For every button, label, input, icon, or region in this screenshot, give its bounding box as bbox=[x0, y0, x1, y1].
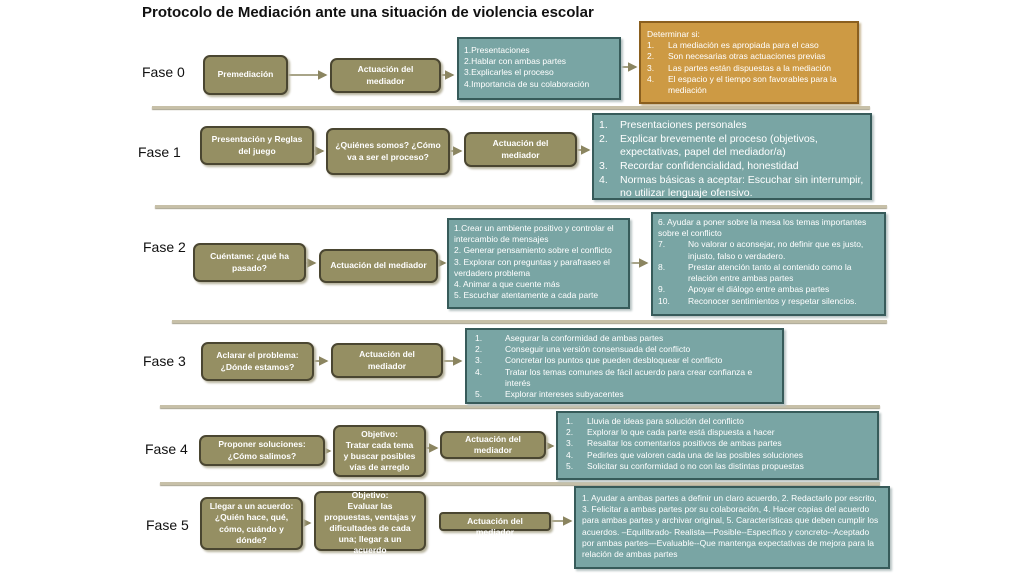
step-box-objetivo bbox=[314, 490, 426, 556]
box-line: mediador bbox=[366, 75, 405, 86]
item-text: Explorar lo que cada parte está dispuesta a hacer bbox=[587, 427, 775, 438]
box-line: ¿Quién hace, qué, bbox=[214, 512, 289, 523]
item-number: 10. bbox=[658, 295, 670, 306]
box-line: Aclarar el problema: bbox=[216, 350, 299, 361]
box-line: una; llegar a un bbox=[338, 534, 402, 545]
item-text: Normas básicas a aceptar: Escuchar sin interrumpir, no utilizar lenguaje ofensivo. bbox=[620, 173, 864, 200]
item-text: Tratar los temas comunes de fácil acuerdo para crear confianza e interés bbox=[505, 366, 753, 388]
item-text: Explorar intereses subyacentes bbox=[505, 389, 624, 400]
phase-label: Fase 0 bbox=[142, 64, 185, 80]
item-text: Pedirles que valoren cada una de las posibles soluciones bbox=[587, 449, 803, 460]
box-line: ¿Quiénes somos? ¿Cómo bbox=[335, 140, 441, 151]
box-line: Objetivo: bbox=[351, 490, 389, 500]
detail-box bbox=[556, 411, 879, 480]
box-line: mediador bbox=[367, 360, 407, 371]
item-text: La mediación es apropiada para el caso bbox=[668, 40, 819, 51]
item-text: Son necesarias otras actuaciones previas bbox=[668, 51, 826, 62]
detail-line: 1.Crear un ambiente positivo y controlar el intercambio de mensajes bbox=[454, 223, 614, 245]
item-text: Apoyar el diálogo entre ambas partes bbox=[688, 284, 830, 295]
step-box-presentacion bbox=[200, 126, 314, 165]
item-text: Solicitar su conformidad o no con las distintas propuestas bbox=[587, 460, 804, 471]
box-line: vías de arreglo bbox=[349, 462, 410, 473]
box-line: dificultades de cada bbox=[329, 523, 411, 534]
phase-label: Fase 3 bbox=[143, 353, 186, 369]
item-number: 3. bbox=[647, 62, 655, 73]
item-text: Reconocer sentimientos y respetar silencios. bbox=[688, 295, 857, 306]
item-number: 3. bbox=[566, 438, 574, 449]
box-line: Actuación del bbox=[492, 138, 549, 149]
item-text: Asegurar la conformidad de ambas partes bbox=[505, 333, 664, 343]
item-number: 1. bbox=[475, 333, 483, 343]
page-title: Protocolo de Mediación ante una situación de violencia escolar bbox=[142, 4, 594, 21]
item-number: 5. bbox=[475, 389, 483, 400]
detail-line: 2. Generar pensamiento sobre el conflicto bbox=[454, 245, 612, 256]
item-number: 1. bbox=[647, 40, 655, 51]
item-text: Prestar atención tanto al contenido como la relación entre ambas partes bbox=[688, 261, 852, 284]
box-line: Llegar a un acuerdo: bbox=[209, 501, 294, 512]
step-box-aclarar bbox=[201, 342, 314, 381]
box-line: Objetivo: bbox=[361, 428, 398, 439]
item-text: Concretar los puntos que pueden desbloquear el conflicto bbox=[505, 355, 723, 366]
step-box-premediacion bbox=[203, 55, 288, 95]
box-line: Premediación bbox=[217, 69, 274, 80]
box-line: Actuación del bbox=[357, 64, 414, 75]
detail-box bbox=[574, 486, 890, 569]
item-text: No valorar o aconsejar, no definir que es justo, injusto, falso o verdadero. bbox=[688, 239, 864, 261]
box-line: Actuación del bbox=[359, 349, 415, 360]
box-line: Actuación del mediador bbox=[330, 260, 427, 271]
box-line: y buscar posibles bbox=[343, 451, 416, 461]
detail-box bbox=[457, 37, 621, 100]
step-box-actuacion bbox=[319, 249, 438, 283]
box-line: acuerdo bbox=[353, 545, 387, 556]
item-number: 4. bbox=[566, 449, 574, 460]
item-text: El espacio y el tiempo son favorables para la mediación bbox=[668, 73, 837, 96]
item-text: Conseguir una versión consensuada del conflicto bbox=[505, 344, 691, 355]
box-line: ¿Dónde estamos? bbox=[220, 361, 295, 372]
item-number: 3. bbox=[475, 355, 483, 366]
step-box-objetivo bbox=[333, 425, 426, 477]
box-line: Proponer soluciones: bbox=[218, 439, 306, 450]
box-line: ¿Cómo salimos? bbox=[227, 450, 297, 461]
item-number: 2. bbox=[566, 427, 574, 438]
step-box-actuacion bbox=[440, 431, 546, 459]
detail-line: 1. Ayudar a ambas partes a definir un claro acuerdo, 2. Redactarlo por escrito, 3. Felicitar a ambas partes por su colaboración, 4. Hacer copias del acuerdo para ambas partes y archivar original, 5. Características que deben cumplir los acuerdos. –Equilibrado- Realista—Posible--Específico y concreto--Aceptado por ambas partes—Evaluable--Que mantenga expectativas de mejora para la relación de ambas partes bbox=[582, 493, 879, 560]
detail-line: 5. Escuchar atentamente a cada parte bbox=[454, 290, 599, 301]
detail-line: 4.Importancia de su colaboración bbox=[464, 78, 590, 89]
detail-line: 3.Explicarles el proceso bbox=[464, 67, 554, 78]
box-line: del juego bbox=[238, 145, 276, 156]
item-number: 1. bbox=[599, 119, 608, 131]
box-line: va a ser el proceso? bbox=[347, 151, 429, 162]
detail-line: 2.Hablar con ambas partes bbox=[464, 56, 567, 67]
step-box-actuacion bbox=[464, 132, 577, 167]
determine-box bbox=[639, 21, 859, 104]
step-box-quienes-somos bbox=[326, 128, 450, 175]
detail-line: 1.Presentaciones bbox=[464, 45, 530, 55]
item-text: Recordar confidencialidad, honestidad bbox=[620, 159, 799, 172]
box-line: Actuación del bbox=[467, 516, 523, 526]
item-number: 4. bbox=[599, 173, 608, 186]
item-number: 5. bbox=[566, 460, 574, 471]
item-number: 4. bbox=[647, 73, 655, 84]
box-line: mediador bbox=[501, 149, 540, 160]
item-number: 7. bbox=[658, 239, 666, 250]
detail-line: 4. Animar a que cuente más bbox=[454, 279, 560, 290]
detail-line: 3. Explorar con preguntas y parafraseo el verdadero problema bbox=[454, 256, 610, 278]
item-number: 1. bbox=[566, 416, 574, 426]
box-line: Tratar cada tema bbox=[345, 439, 414, 450]
box-line: Cuéntame: ¿qué ha bbox=[210, 251, 289, 262]
box-line: Presentación y Reglas bbox=[211, 134, 303, 145]
detail-box bbox=[651, 212, 886, 316]
item-text: Las partes están dispuestas a la mediación bbox=[668, 62, 832, 73]
item-number: 4. bbox=[475, 366, 483, 377]
item-text: Presentaciones personales bbox=[620, 119, 747, 131]
phase-label: Fase 5 bbox=[146, 517, 189, 533]
step-box-actuacion bbox=[331, 343, 443, 378]
phase-label: Fase 2 bbox=[143, 239, 186, 255]
item-number: 9. bbox=[658, 284, 666, 295]
box-line: dónde? bbox=[236, 534, 267, 545]
detail-heading: Determinar si: bbox=[647, 29, 700, 39]
phase-label: Fase 1 bbox=[138, 144, 181, 160]
box-line: Evaluar las bbox=[347, 501, 393, 512]
box-line: cómo, cuándo y bbox=[219, 523, 284, 534]
box-line: Actuación del bbox=[465, 433, 521, 444]
item-text: Explicar brevemente el proceso (objetivos, expectativas, papel del mediador/a) bbox=[620, 132, 818, 159]
detail-box bbox=[447, 218, 630, 309]
item-text: Lluvia de ideas para solución del conflicto bbox=[587, 416, 744, 426]
item-text: Resaltar los comentarios positivos de ambas partes bbox=[587, 438, 782, 449]
detail-line: 6. Ayudar a poner sobre la mesa los temas importantes sobre el conflicto bbox=[658, 217, 867, 239]
item-number: 2. bbox=[599, 132, 608, 145]
step-box-proponer bbox=[199, 435, 325, 466]
item-number: 3. bbox=[599, 159, 608, 172]
phase-label: Fase 4 bbox=[145, 441, 188, 457]
item-number: 2. bbox=[647, 51, 655, 62]
step-box-cuentame bbox=[193, 243, 306, 282]
item-number: 8. bbox=[658, 261, 666, 272]
box-line: mediador bbox=[475, 527, 515, 538]
detail-box bbox=[465, 328, 784, 404]
detail-box bbox=[592, 113, 872, 200]
item-number: 2. bbox=[475, 344, 483, 355]
box-line: pasado? bbox=[232, 262, 267, 273]
step-box-actuacion bbox=[330, 58, 441, 93]
step-box-llegar-acuerdo bbox=[200, 497, 303, 550]
step-box-actuacion bbox=[439, 512, 551, 538]
box-line: mediador bbox=[473, 445, 513, 455]
box-line: propuestas, ventajas y bbox=[324, 512, 416, 523]
